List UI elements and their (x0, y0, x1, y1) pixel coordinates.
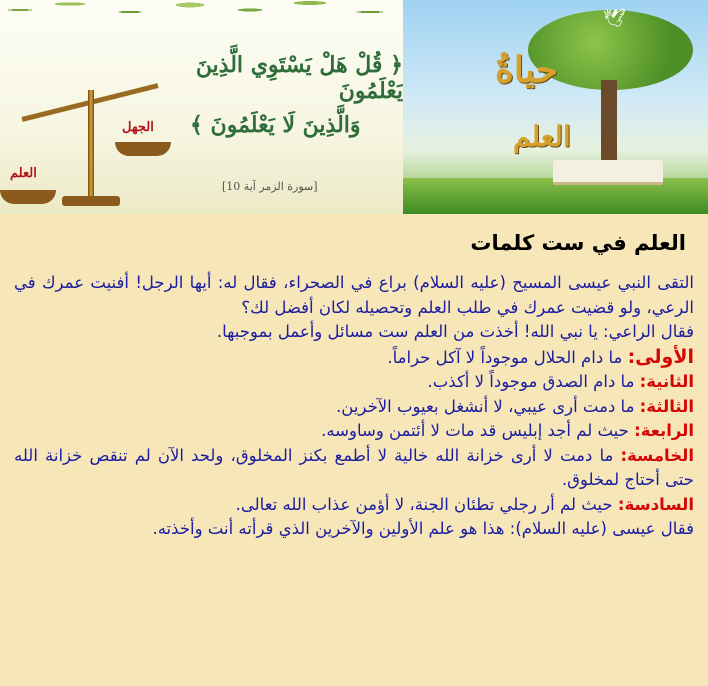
tree-trunk (601, 80, 617, 160)
scale-pan-ignorance (115, 142, 171, 156)
point-3 (14, 395, 694, 420)
article-body (14, 271, 694, 542)
point-6 (14, 493, 694, 518)
logo-text-bottom: العلم (513, 120, 571, 153)
tree-banner-image (403, 0, 708, 214)
point-6-text: حيث لم أر رجلي تطئان الجنة، لا أؤمن عذاب الله تعالى. (235, 494, 618, 514)
point-6-lead: السادسة: (617, 494, 694, 514)
article-title: العلم في ست كلمات (470, 231, 686, 255)
verse-banner-image (0, 0, 403, 214)
point-1-text: ما دام الحلال موجوداً لا آكل حراماً. (387, 347, 628, 367)
shepherd-reply: فقال الراعي: يا نبي الله! أخذت من العلم ست مسائل وأعمل بموجبها. (216, 322, 694, 341)
header-banner (0, 0, 708, 214)
closing-paragraph: فقال عيسى (عليه السلام): هذا هو علم الأولين والآخرين الذي قرأته أنت وأخذته. (152, 519, 694, 538)
point-4-lead: الرابعة: (634, 421, 694, 440)
point-4 (14, 419, 694, 444)
point-3-lead: الثالثة: (639, 396, 694, 416)
point-2 (14, 370, 694, 395)
article (0, 214, 708, 686)
point-1-lead: الأولى: (627, 345, 694, 368)
point-3-text: ما دمت أرى عيبي، لا أنشغل بعيوب الآخرين. (336, 396, 640, 416)
open-book-icon (553, 160, 663, 185)
logo-text-top: حياةُ (495, 49, 558, 91)
scale-label-knowledge: العلم (10, 166, 37, 181)
point-5-text: ما دمت لا أرى خزانة الله خالية لا أطمع بكنز المخلوق، ولحد الآن لم تنقص خزانة الله حتى أحتاج لمخلوق. (14, 445, 694, 489)
scale-post (88, 90, 94, 200)
verse-reference: [سورة الزمر آية 10] (222, 180, 318, 193)
point-4-text: حيث لم أجد إبليس قد مات لا أئتمن وساوسه. (321, 421, 635, 440)
dove-icon: 🕊 (603, 8, 626, 29)
scale-pan-knowledge (0, 190, 56, 204)
point-2-lead: الثانية: (639, 372, 694, 391)
scale-base (62, 196, 120, 206)
intro-paragraph: التقى النبي عيسى المسيح (عليه السلام) براع في الصحراء، فقال له: أيها الرجل! أفنيت عمرك في الرعي، ولو قضيت عمرك في طلب العلم وتحصيله لكان أفضل لك؟ (14, 273, 694, 317)
verse-line-2: وَالَّذِينَ لَا يَعْلَمُونَ ﴾ (190, 112, 361, 138)
point-5-lead: الخامسة: (620, 445, 694, 465)
point-1 (14, 345, 694, 371)
point-5 (14, 444, 694, 493)
scale-label-ignorance: الجهل (122, 120, 154, 135)
leaves-decoration (0, 0, 403, 40)
verse-line-1: ﴿ قُلْ هَلْ يَسْتَوِي الَّذِينَ يَعْلَمُونَ (195, 52, 403, 104)
point-2-text: ما دام الصدق موجوداً لا أكذب. (427, 372, 640, 391)
